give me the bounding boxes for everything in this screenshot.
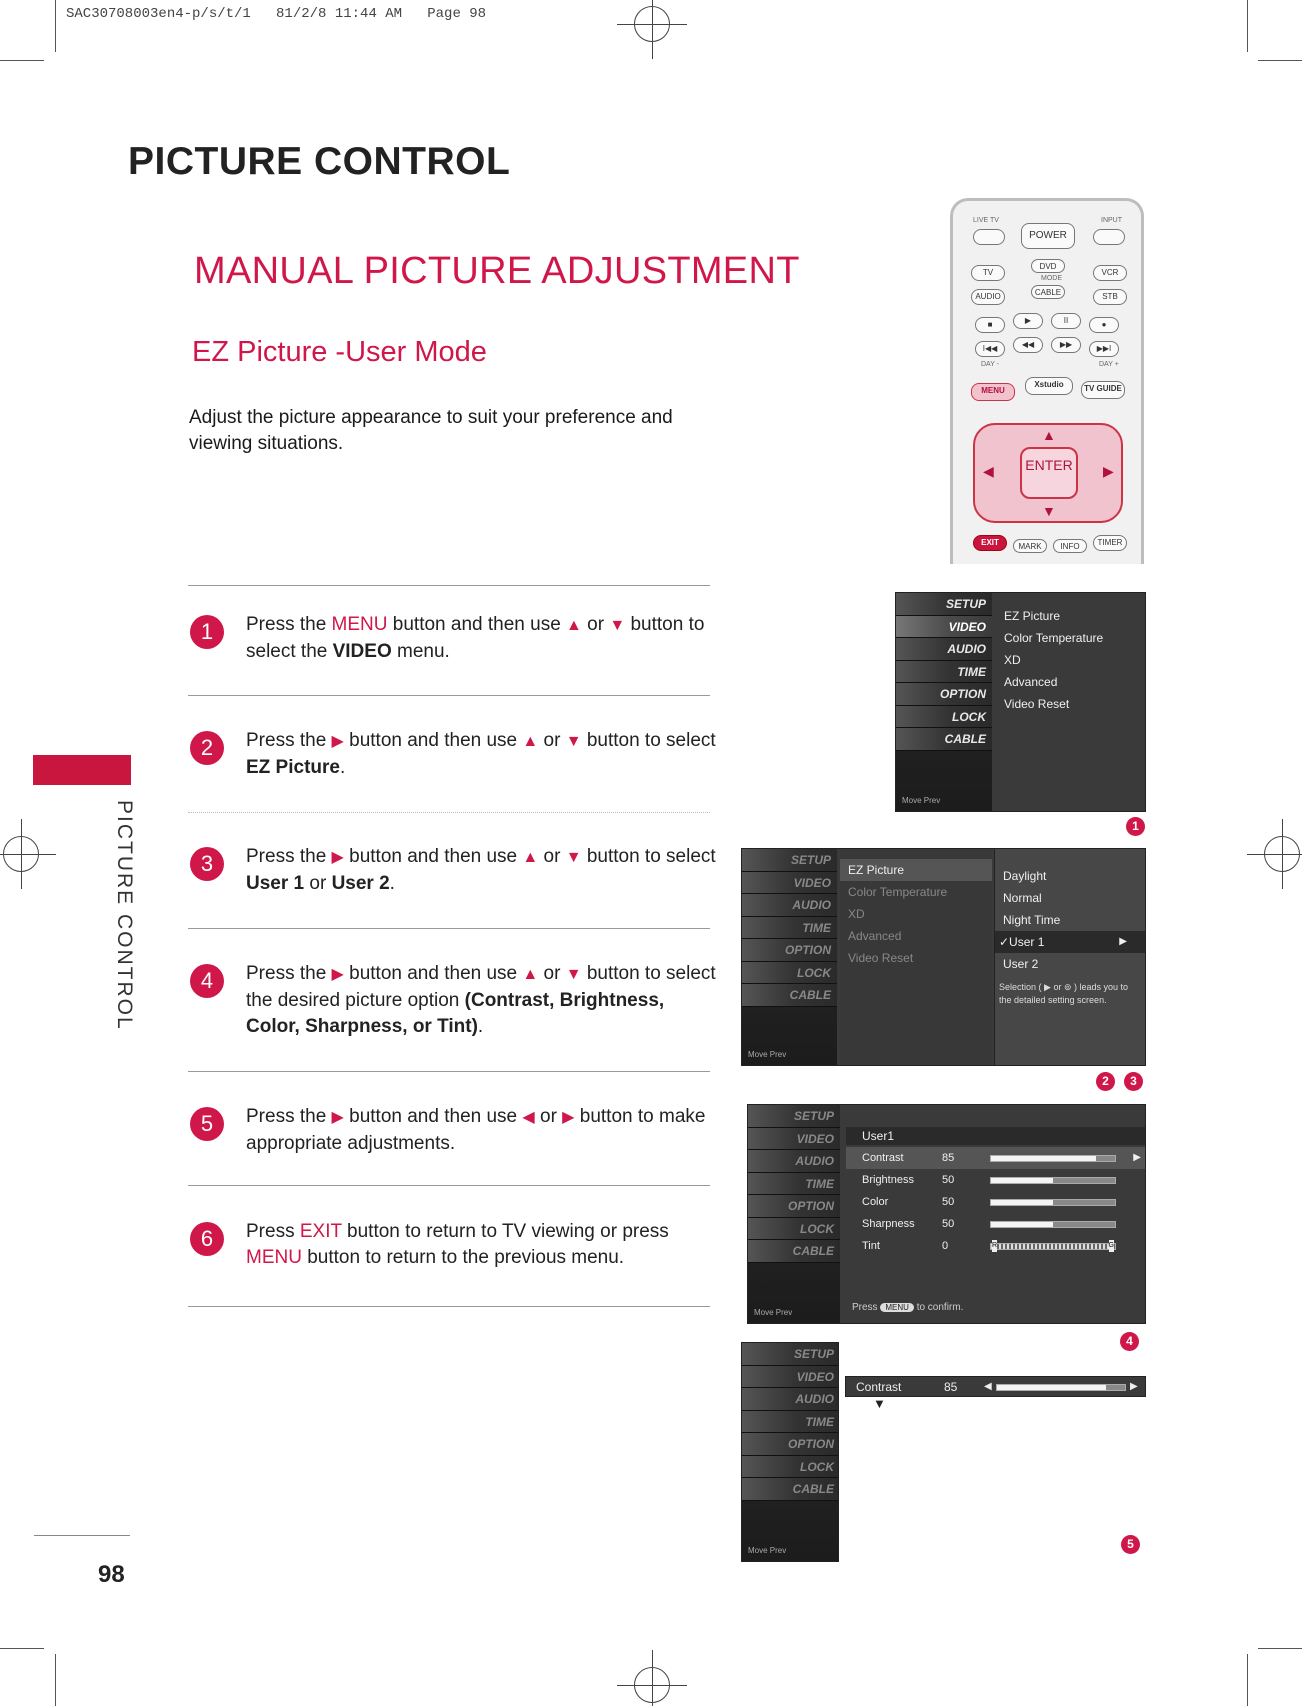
osd-tab-option[interactable]: OPTION — [896, 683, 992, 706]
osd-item-video-reset[interactable]: Video Reset — [1004, 697, 1070, 711]
registration-mark — [634, 1667, 670, 1703]
live-tv-button[interactable] — [973, 229, 1005, 245]
screenshot-marker: 3 — [1124, 1072, 1143, 1091]
left-arrow-icon: ◀ — [522, 1109, 535, 1126]
decrease-arrow-icon[interactable]: ◀ — [984, 1381, 992, 1392]
osd-video-menu — [895, 592, 1146, 812]
adjust-label: Color — [862, 1196, 889, 1208]
pause-button[interactable]: II — [1051, 313, 1081, 329]
osd-tab-audio[interactable]: AUDIO — [742, 1388, 839, 1411]
osd-item-list — [840, 849, 992, 1065]
osd-tab-setup[interactable]: SETUP — [896, 593, 992, 616]
osd-item-xd[interactable]: XD — [1004, 653, 1021, 667]
down-arrow-icon: ▼ — [565, 966, 582, 983]
down-arrow-icon: ▼ — [609, 617, 626, 634]
fast-forward-button[interactable]: ▶▶ — [1051, 337, 1081, 353]
arrow-right-icon: ▶ — [1133, 1152, 1141, 1163]
timer-button[interactable]: TIMER — [1093, 535, 1127, 551]
input-button[interactable] — [1093, 229, 1125, 245]
adjust-bar-fill — [991, 1244, 1115, 1249]
step-text: Press the ▶ button and then use ◀ or ▶ button to make appropriate adjustments. — [246, 1106, 706, 1154]
subsection-title: EZ Picture -User Mode — [192, 336, 487, 368]
osd-adjust-row[interactable] — [846, 1191, 1145, 1213]
nav-left-button[interactable]: ◀ — [983, 463, 994, 479]
menu-button[interactable]: MENU — [971, 383, 1015, 401]
osd-tab-lock[interactable]: LOCK — [742, 1456, 839, 1479]
osd-tab-cable[interactable]: CABLE — [896, 728, 992, 751]
adjust-bar[interactable] — [990, 1177, 1116, 1184]
osd-adjust-row[interactable] — [846, 1169, 1145, 1191]
osd-tab-audio[interactable]: AUDIO — [742, 894, 837, 917]
power-button[interactable]: POWER — [1021, 223, 1075, 249]
divider — [188, 928, 710, 929]
screenshot-marker: 2 — [1096, 1072, 1115, 1091]
slider-label: Contrast — [856, 1380, 902, 1394]
osd-tab-cable[interactable]: CABLE — [742, 1478, 839, 1501]
step-text: Press the ▶ button and then use ▲ or ▼ button to select User 1 or User 2. — [246, 846, 716, 894]
right-arrow-icon: ▶ — [331, 1109, 344, 1126]
osd-tab-time[interactable]: TIME — [748, 1173, 840, 1196]
up-arrow-icon: ▲ — [522, 733, 539, 750]
increase-arrow-icon[interactable]: ▶ — [1130, 1381, 1138, 1392]
crop-mark — [1247, 0, 1248, 52]
crop-mark — [1258, 1648, 1302, 1649]
adjust-bar[interactable] — [990, 1221, 1116, 1228]
osd-adjust-row[interactable] — [846, 1213, 1145, 1235]
osd-sidebar — [742, 849, 837, 1065]
section-title: PICTURE CONTROL — [128, 140, 511, 183]
osd-footer-hint: Move Prev — [748, 1546, 787, 1555]
osd-sidebar — [896, 593, 992, 811]
osd-footer-hint: Move Prev — [754, 1308, 793, 1317]
step-number: 6 — [190, 1222, 224, 1256]
osd-tab-video[interactable]: VIDEO — [742, 1366, 839, 1389]
chapter-label: PICTURE CONTROL — [113, 800, 136, 1031]
live-tv-label: LIVE TV — [973, 217, 999, 224]
osd-item-advanced[interactable]: Advanced — [848, 929, 902, 943]
osd-submenu — [994, 849, 1145, 1065]
step-text: Press the ▶ button and then use ▲ or ▼ button to select the desired picture option (Contrast, Brightness, Color, Sharpness, or Tint). — [246, 963, 716, 1037]
step-text: Press EXIT button to return to TV viewing or press MENU button to return to the previous menu. — [246, 1221, 669, 1268]
stb-mode-button[interactable]: STB — [1093, 289, 1127, 305]
adjust-label: Sharpness — [862, 1218, 915, 1230]
osd-contrast-slider[interactable] — [845, 1376, 1146, 1397]
osd-option-normal[interactable]: Normal — [1003, 891, 1042, 905]
step-number: 5 — [190, 1107, 224, 1141]
crop-mark — [0, 1648, 44, 1649]
adjust-value: 0 — [942, 1240, 949, 1252]
osd-tab-time[interactable]: TIME — [742, 917, 837, 940]
osd-adjust-list — [846, 1147, 1145, 1257]
page-title: MANUAL PICTURE ADJUSTMENT — [194, 250, 800, 292]
osd-tab-option[interactable]: OPTION — [748, 1195, 840, 1218]
nav-down-button[interactable]: ▼ — [1042, 503, 1056, 519]
osd-footer-hint: Move Prev — [748, 1050, 787, 1059]
osd-sidebar — [742, 1343, 839, 1561]
adjust-value: 50 — [942, 1196, 955, 1208]
rewind-button[interactable]: ◀◀ — [1013, 337, 1043, 353]
osd-adjust-row[interactable] — [846, 1235, 1145, 1257]
osd-item-color-temperature[interactable]: Color Temperature — [1004, 631, 1104, 645]
adjust-bar-fill — [991, 1222, 1053, 1227]
osd-item-ez-picture[interactable]: EZ Picture — [840, 859, 992, 881]
arrow-right-icon: ▶ — [1119, 936, 1127, 947]
osd-hint-text: Selection ( ▶ or ⊚ ) leads you to the detailed setting screen. — [999, 982, 1129, 1005]
stop-button[interactable]: ■ — [975, 317, 1005, 333]
osd-option-user-1[interactable]: ✓User 1 ▶ — [995, 931, 1145, 953]
step-number: 3 — [190, 847, 224, 881]
osd-tab-setup[interactable]: SETUP — [742, 1343, 839, 1366]
up-arrow-icon: ▲ — [566, 617, 582, 634]
osd-tab-setup[interactable]: SETUP — [748, 1105, 840, 1128]
tint-red-label: R — [992, 1240, 997, 1252]
osd-item-advanced[interactable]: Advanced — [1004, 675, 1058, 689]
osd-option-daylight[interactable]: Daylight — [1003, 869, 1047, 883]
osd-confirm-hint: Press MENU to confirm. — [852, 1302, 964, 1313]
adjust-value: 50 — [942, 1218, 955, 1230]
step-number: 2 — [190, 731, 224, 765]
adjust-label: Brightness — [862, 1174, 914, 1186]
day-plus-label: DAY + — [1099, 361, 1119, 368]
mode-label: MODE — [1041, 275, 1062, 282]
right-arrow-icon: ▶ — [331, 966, 344, 983]
step-number: 1 — [190, 615, 224, 649]
menu-key-icon: MENU — [880, 1303, 914, 1312]
step-text: Press the MENU button and then use ▲ or ▼ button to select the VIDEO menu. — [246, 614, 705, 662]
registration-mark — [3, 836, 39, 872]
divider — [188, 695, 710, 696]
osd-user1-menu — [747, 1104, 1146, 1324]
tv-mode-button[interactable]: TV — [971, 265, 1005, 281]
adjust-bar[interactable] — [990, 1199, 1116, 1206]
page-number: 98 — [98, 1561, 125, 1588]
right-arrow-icon: ▶ — [562, 1109, 575, 1126]
play-button[interactable]: ▶ — [1013, 313, 1043, 329]
divider — [188, 585, 710, 586]
osd-tab-option[interactable]: OPTION — [742, 939, 837, 962]
adjust-value: 85 — [942, 1152, 955, 1164]
osd-tab-lock[interactable]: LOCK — [748, 1218, 840, 1241]
remote-control — [950, 198, 1144, 564]
osd-tab-video[interactable]: VIDEO — [742, 872, 837, 895]
cable-mode-button[interactable]: CABLE — [1031, 285, 1065, 299]
osd-item-ez-picture[interactable]: EZ Picture — [1004, 609, 1061, 623]
osd-tab-option[interactable]: OPTION — [742, 1433, 839, 1456]
osd-tab-video[interactable]: VIDEO — [896, 616, 992, 639]
nav-up-button[interactable]: ▲ — [1042, 427, 1056, 443]
adjust-bar-fill — [991, 1156, 1096, 1161]
screenshot-marker: 4 — [1120, 1332, 1139, 1351]
osd-tab-time[interactable]: TIME — [896, 661, 992, 684]
slider-fill — [997, 1385, 1106, 1390]
registration-mark — [1264, 836, 1300, 872]
input-label: INPUT — [1101, 217, 1122, 224]
tint-green-label: G — [1109, 1240, 1114, 1252]
down-arrow-icon: ▼ — [565, 849, 582, 866]
nav-right-button[interactable]: ▶ — [1103, 463, 1114, 479]
xstudio-button[interactable]: Xstudio — [1025, 377, 1073, 395]
slider-value: 85 — [944, 1380, 958, 1394]
audio-mode-button[interactable]: AUDIO — [971, 289, 1005, 305]
up-arrow-icon: ▲ — [522, 849, 539, 866]
crop-mark — [1247, 1654, 1248, 1706]
osd-ez-picture-menu — [741, 848, 1146, 1066]
adjust-label: Contrast — [862, 1152, 904, 1164]
divider — [188, 1071, 710, 1072]
screenshot-marker: 5 — [1121, 1535, 1140, 1554]
down-arrow-icon: ▼ — [565, 733, 582, 750]
mark-button[interactable]: MARK — [1013, 539, 1047, 553]
crop-mark — [0, 60, 44, 61]
osd-tab-lock[interactable]: LOCK — [742, 962, 837, 985]
print-slug: SAC30708003en4-p/s/t/1 81/2/8 11:44 AM Page 98 — [66, 6, 487, 22]
footer-rule — [34, 1535, 130, 1536]
up-arrow-icon: ▲ — [522, 966, 539, 983]
exit-button[interactable]: EXIT — [973, 535, 1007, 551]
osd-adjust-row[interactable] — [846, 1147, 1145, 1169]
osd-tab-lock[interactable]: LOCK — [896, 706, 992, 729]
osd-tab-setup[interactable]: SETUP — [742, 849, 837, 872]
right-arrow-icon: ▶ — [331, 849, 344, 866]
screenshot-marker: 1 — [1126, 817, 1145, 836]
adjust-label: Tint — [862, 1240, 880, 1252]
skip-forward-button[interactable]: ▶▶I — [1089, 341, 1119, 357]
day-minus-label: DAY - — [981, 361, 1000, 368]
info-button[interactable]: INFO — [1053, 539, 1087, 553]
adjust-bar[interactable] — [990, 1243, 1116, 1250]
osd-tab-video[interactable]: VIDEO — [748, 1128, 840, 1151]
osd-item-color-temperature[interactable]: Color Temperature — [848, 885, 948, 899]
registration-mark — [634, 6, 670, 42]
navigation-pad — [973, 423, 1123, 523]
osd-sidebar — [748, 1105, 840, 1323]
osd-item-video-reset[interactable]: Video Reset — [848, 951, 914, 965]
osd-tab-cable[interactable]: CABLE — [742, 984, 837, 1007]
divider — [188, 812, 710, 813]
tv-guide-button[interactable]: TV GUIDE — [1081, 381, 1125, 399]
osd-tab-audio[interactable]: AUDIO — [896, 638, 992, 661]
osd-sidebar-only — [741, 1342, 839, 1562]
chapter-tab — [33, 755, 131, 785]
crop-mark — [55, 0, 56, 52]
osd-item-list — [996, 605, 1142, 715]
osd-option-night-time[interactable]: Night Time — [1003, 913, 1061, 927]
osd-item-xd[interactable]: XD — [848, 907, 865, 921]
osd-footer-hint: Move Prev — [902, 796, 941, 805]
slider-track[interactable] — [996, 1384, 1126, 1391]
vcr-mode-button[interactable]: VCR — [1093, 265, 1127, 281]
osd-submenu-header: User1 — [846, 1127, 1145, 1145]
step-number: 4 — [190, 964, 224, 998]
osd-tab-cable[interactable]: CABLE — [748, 1240, 840, 1263]
skip-back-button[interactable]: I◀◀ — [975, 341, 1005, 357]
right-arrow-icon: ▶ — [331, 733, 344, 750]
down-arrow-icon: ▼ — [873, 1396, 886, 1411]
osd-option-user-2[interactable]: User 2 — [1003, 957, 1039, 971]
record-button[interactable]: ● — [1089, 317, 1119, 333]
adjust-bar[interactable] — [990, 1155, 1116, 1162]
enter-button[interactable]: ENTER — [1020, 447, 1078, 499]
adjust-value: 50 — [942, 1174, 955, 1186]
adjust-bar-fill — [991, 1200, 1053, 1205]
osd-tab-time[interactable]: TIME — [742, 1411, 839, 1434]
osd-tab-audio[interactable]: AUDIO — [748, 1150, 840, 1173]
dvd-mode-button[interactable]: DVD — [1031, 259, 1065, 273]
divider — [188, 1306, 710, 1307]
step-text: Press the ▶ button and then use ▲ or ▼ button to select EZ Picture. — [246, 730, 716, 778]
divider — [188, 1185, 710, 1186]
intro-paragraph: Adjust the picture appearance to suit your preference and viewing situations. — [189, 407, 673, 454]
adjust-bar-fill — [991, 1178, 1053, 1183]
crop-mark — [1258, 60, 1302, 61]
crop-mark — [55, 1654, 56, 1706]
